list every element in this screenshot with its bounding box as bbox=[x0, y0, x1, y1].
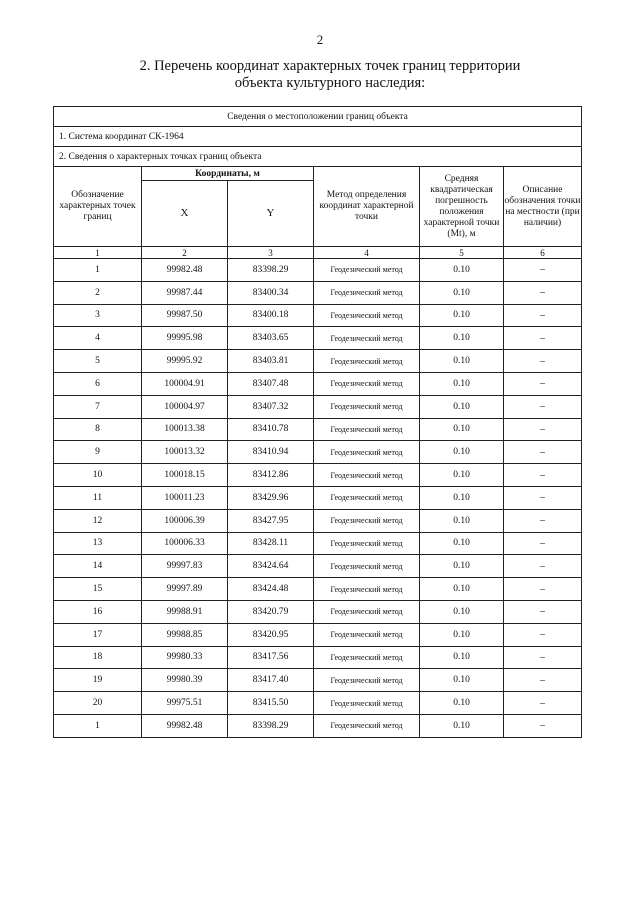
x-coordinate-cell: 100011.23 bbox=[142, 486, 228, 509]
column-number: 3 bbox=[228, 247, 314, 259]
description-cell: – bbox=[504, 350, 582, 373]
y-coordinate-cell: 83420.79 bbox=[228, 600, 314, 623]
table-row bbox=[54, 646, 582, 669]
table-row bbox=[54, 600, 582, 623]
point-number-cell: 7 bbox=[54, 395, 142, 418]
y-coordinate-cell: 83424.48 bbox=[228, 578, 314, 601]
description-cell: – bbox=[504, 555, 582, 578]
error-cell: 0.10 bbox=[420, 418, 504, 441]
point-number-cell: 5 bbox=[54, 350, 142, 373]
table-row bbox=[54, 669, 582, 692]
table-row bbox=[54, 578, 582, 601]
description-cell: – bbox=[504, 464, 582, 487]
y-coordinate-cell: 83410.78 bbox=[228, 418, 314, 441]
description-cell: – bbox=[504, 532, 582, 555]
error-cell: 0.10 bbox=[420, 669, 504, 692]
header-y: Y bbox=[228, 181, 314, 247]
method-cell: Геодезический метод bbox=[314, 418, 420, 441]
x-coordinate-cell: 99982.48 bbox=[142, 259, 228, 282]
x-coordinate-cell: 99980.33 bbox=[142, 646, 228, 669]
method-cell: Геодезический метод bbox=[314, 600, 420, 623]
error-cell: 0.10 bbox=[420, 395, 504, 418]
description-cell: – bbox=[504, 600, 582, 623]
description-cell: – bbox=[504, 669, 582, 692]
y-coordinate-cell: 83407.48 bbox=[228, 372, 314, 395]
error-cell: 0.10 bbox=[420, 646, 504, 669]
y-coordinate-cell: 83398.29 bbox=[228, 259, 314, 282]
table-row bbox=[54, 259, 582, 282]
description-cell: – bbox=[504, 509, 582, 532]
error-cell: 0.10 bbox=[420, 600, 504, 623]
x-coordinate-cell: 99987.44 bbox=[142, 281, 228, 304]
method-cell: Геодезический метод bbox=[314, 692, 420, 715]
error-cell: 0.10 bbox=[420, 509, 504, 532]
description-cell: – bbox=[504, 623, 582, 646]
column-number: 5 bbox=[420, 247, 504, 259]
column-number: 4 bbox=[314, 247, 420, 259]
y-coordinate-cell: 83417.56 bbox=[228, 646, 314, 669]
error-cell: 0.10 bbox=[420, 372, 504, 395]
y-coordinate-cell: 83429.96 bbox=[228, 486, 314, 509]
x-coordinate-cell: 100013.32 bbox=[142, 441, 228, 464]
header-error: Средняя квадратическая погрешность положения характерной точки (Mt), м bbox=[420, 167, 504, 247]
error-cell: 0.10 bbox=[420, 555, 504, 578]
method-cell: Геодезический метод bbox=[314, 578, 420, 601]
point-number-cell: 11 bbox=[54, 486, 142, 509]
point-number-cell: 17 bbox=[54, 623, 142, 646]
y-coordinate-cell: 83412.86 bbox=[228, 464, 314, 487]
table-row bbox=[54, 623, 582, 646]
method-cell: Геодезический метод bbox=[314, 646, 420, 669]
description-cell: – bbox=[504, 395, 582, 418]
table-row bbox=[54, 714, 582, 737]
table-row bbox=[54, 281, 582, 304]
table-row bbox=[54, 464, 582, 487]
table-row bbox=[54, 532, 582, 555]
y-coordinate-cell: 83400.34 bbox=[228, 281, 314, 304]
point-number-cell: 12 bbox=[54, 509, 142, 532]
error-cell: 0.10 bbox=[420, 532, 504, 555]
table-row bbox=[54, 692, 582, 715]
description-cell: – bbox=[504, 692, 582, 715]
x-coordinate-cell: 99988.91 bbox=[142, 600, 228, 623]
point-number-cell: 9 bbox=[54, 441, 142, 464]
x-coordinate-cell: 99987.50 bbox=[142, 304, 228, 327]
description-cell: – bbox=[504, 714, 582, 737]
column-number: 1 bbox=[54, 247, 142, 259]
y-coordinate-cell: 83420.95 bbox=[228, 623, 314, 646]
x-coordinate-cell: 99995.92 bbox=[142, 350, 228, 373]
header-coordinates: Координаты, м bbox=[142, 167, 314, 181]
method-cell: Геодезический метод bbox=[314, 509, 420, 532]
error-cell: 0.10 bbox=[420, 350, 504, 373]
table-row bbox=[54, 304, 582, 327]
table-row bbox=[54, 350, 582, 373]
error-cell: 0.10 bbox=[420, 714, 504, 737]
point-number-cell: 18 bbox=[54, 646, 142, 669]
error-cell: 0.10 bbox=[420, 441, 504, 464]
section-title: Сведения о местоположении границ объекта bbox=[54, 107, 582, 127]
page-title bbox=[60, 58, 600, 92]
method-cell: Геодезический метод bbox=[314, 281, 420, 304]
y-coordinate-cell: 83410.94 bbox=[228, 441, 314, 464]
y-coordinate-cell: 83428.11 bbox=[228, 532, 314, 555]
y-coordinate-cell: 83398.29 bbox=[228, 714, 314, 737]
x-coordinate-cell: 99997.83 bbox=[142, 555, 228, 578]
point-number-cell: 19 bbox=[54, 669, 142, 692]
y-coordinate-cell: 83403.65 bbox=[228, 327, 314, 350]
description-cell: – bbox=[504, 304, 582, 327]
header-point-designation: Обозначение характерных точек границ bbox=[54, 167, 142, 247]
description-cell: – bbox=[504, 441, 582, 464]
method-cell: Геодезический метод bbox=[314, 623, 420, 646]
point-number-cell: 14 bbox=[54, 555, 142, 578]
table-row bbox=[54, 509, 582, 532]
method-cell: Геодезический метод bbox=[314, 304, 420, 327]
error-cell: 0.10 bbox=[420, 486, 504, 509]
y-coordinate-cell: 83403.81 bbox=[228, 350, 314, 373]
method-cell: Геодезический метод bbox=[314, 259, 420, 282]
method-cell: Геодезический метод bbox=[314, 464, 420, 487]
error-cell: 0.10 bbox=[420, 281, 504, 304]
table-row bbox=[54, 555, 582, 578]
x-coordinate-cell: 100004.97 bbox=[142, 395, 228, 418]
description-cell: – bbox=[504, 372, 582, 395]
y-coordinate-cell: 83417.40 bbox=[228, 669, 314, 692]
points-info: 2. Сведения о характерных точках границ объекта bbox=[54, 147, 582, 167]
x-coordinate-cell: 100004.91 bbox=[142, 372, 228, 395]
description-cell: – bbox=[504, 281, 582, 304]
header-method: Метод определения координат характерной точки bbox=[314, 167, 420, 247]
header-x: X bbox=[142, 181, 228, 247]
y-coordinate-cell: 83415.50 bbox=[228, 692, 314, 715]
table-row bbox=[54, 395, 582, 418]
x-coordinate-cell: 99995.98 bbox=[142, 327, 228, 350]
x-coordinate-cell: 100013.38 bbox=[142, 418, 228, 441]
error-cell: 0.10 bbox=[420, 464, 504, 487]
y-coordinate-cell: 83424.64 bbox=[228, 555, 314, 578]
description-cell: – bbox=[504, 486, 582, 509]
title-line-2: объекта культурного наследия: bbox=[234, 75, 426, 91]
point-number-cell: 10 bbox=[54, 464, 142, 487]
method-cell: Геодезический метод bbox=[314, 327, 420, 350]
method-cell: Геодезический метод bbox=[314, 372, 420, 395]
error-cell: 0.10 bbox=[420, 327, 504, 350]
description-cell: – bbox=[504, 578, 582, 601]
error-cell: 0.10 bbox=[420, 304, 504, 327]
coordinates-table bbox=[53, 106, 582, 738]
error-cell: 0.10 bbox=[420, 623, 504, 646]
point-number-cell: 6 bbox=[54, 372, 142, 395]
y-coordinate-cell: 83427.95 bbox=[228, 509, 314, 532]
table-row bbox=[54, 327, 582, 350]
method-cell: Геодезический метод bbox=[314, 441, 420, 464]
header-description: Описание обозначения точки на местности (при наличии) bbox=[504, 167, 582, 247]
description-cell: – bbox=[504, 418, 582, 441]
y-coordinate-cell: 83407.32 bbox=[228, 395, 314, 418]
x-coordinate-cell: 99975.51 bbox=[142, 692, 228, 715]
x-coordinate-cell: 99988.85 bbox=[142, 623, 228, 646]
description-cell: – bbox=[504, 327, 582, 350]
column-number: 2 bbox=[142, 247, 228, 259]
method-cell: Геодезический метод bbox=[314, 532, 420, 555]
point-number-cell: 3 bbox=[54, 304, 142, 327]
x-coordinate-cell: 99982.48 bbox=[142, 714, 228, 737]
point-number-cell: 1 bbox=[54, 259, 142, 282]
method-cell: Геодезический метод bbox=[314, 714, 420, 737]
x-coordinate-cell: 100018.15 bbox=[142, 464, 228, 487]
x-coordinate-cell: 99980.39 bbox=[142, 669, 228, 692]
method-cell: Геодезический метод bbox=[314, 350, 420, 373]
description-cell: – bbox=[504, 646, 582, 669]
error-cell: 0.10 bbox=[420, 578, 504, 601]
description-cell: – bbox=[504, 259, 582, 282]
table-row bbox=[54, 441, 582, 464]
method-cell: Геодезический метод bbox=[314, 486, 420, 509]
table-row bbox=[54, 486, 582, 509]
point-number-cell: 13 bbox=[54, 532, 142, 555]
title-line-1: 2. Перечень координат характерных точек границ территории bbox=[139, 58, 521, 74]
method-cell: Геодезический метод bbox=[314, 395, 420, 418]
x-coordinate-cell: 100006.33 bbox=[142, 532, 228, 555]
point-number-cell: 4 bbox=[54, 327, 142, 350]
point-number-cell: 20 bbox=[54, 692, 142, 715]
x-coordinate-cell: 100006.39 bbox=[142, 509, 228, 532]
point-number-cell: 1 bbox=[54, 714, 142, 737]
point-number-cell: 2 bbox=[54, 281, 142, 304]
method-cell: Геодезический метод bbox=[314, 669, 420, 692]
point-number-cell: 15 bbox=[54, 578, 142, 601]
x-coordinate-cell: 99997.89 bbox=[142, 578, 228, 601]
page-number: 2 bbox=[316, 32, 324, 47]
table-row bbox=[54, 418, 582, 441]
column-number: 6 bbox=[504, 247, 582, 259]
table-row bbox=[54, 372, 582, 395]
coord-system: 1. Система координат СК-1964 bbox=[54, 127, 582, 147]
point-number-cell: 8 bbox=[54, 418, 142, 441]
error-cell: 0.10 bbox=[420, 259, 504, 282]
error-cell: 0.10 bbox=[420, 692, 504, 715]
y-coordinate-cell: 83400.18 bbox=[228, 304, 314, 327]
point-number-cell: 16 bbox=[54, 600, 142, 623]
method-cell: Геодезический метод bbox=[314, 555, 420, 578]
